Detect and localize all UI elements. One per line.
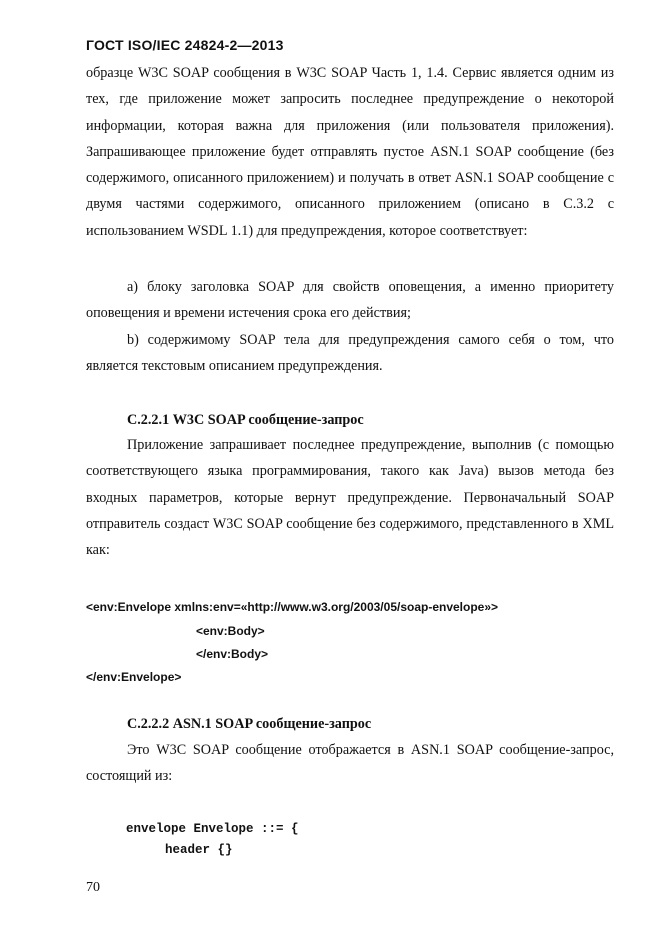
- section-heading-c222: С.2.2.2 ASN.1 SOAP сообщение-запрос: [127, 716, 372, 732]
- asn-code-line: envelope Envelope ::= {: [126, 822, 299, 836]
- paragraph-mapping: Это W3C SOAP сообщение отображается в ASN.1 SOAP сообщение-запрос, состоящий из:: [86, 742, 614, 785]
- xml-code-line: <env:Envelope xmlns:env=«http://www.w3.org/2003/05/soap-envelope»>: [86, 600, 499, 614]
- list-item-a: а) блоку заголовка SOAP для свойств оповещения, а именно приоритету оповещения и времени истечения срока его действия;: [86, 279, 614, 322]
- list-item-b: b) содержимому SOAP тела для предупреждения самого себя о том, что является текстовым описанием предупреждения.: [86, 332, 614, 375]
- document-header: ГОСТ ISO/IEC 24824-2—2013: [86, 37, 284, 53]
- xml-code-line: </env:Envelope>: [86, 670, 182, 684]
- paragraph-request: Приложение запрашивает последнее предупреждение, выполнив (с помощью соответствующего языка программирования, такого как Java) вызов метода без входных параметров, которые вернут предупреждение. Первоначальный SOAP отправитель создаст W3C SOAP сообщение без содержимого, представленного в XML как:: [86, 437, 614, 559]
- asn-code-line: header {}: [165, 843, 233, 857]
- section-heading-c221: С.2.2.1 W3C SOAP сообщение-запрос: [127, 412, 364, 428]
- paragraph-intro: образце W3C SOAP сообщения в W3C SOAP Часть 1, 1.4. Сервис является одним из тех, где приложение может запросить последнее предупреждение о некоторой информации, которая важна для приложения (или пользователя приложения). Запрашивающее приложение будет отправлять пустое ASN.1 SOAP сообщение (без содержимого, описанного приложением) и получать в ответ ASN.1 SOAP сообщение с двумя частями содержимого, описанного приложением (описано в С.3.2 с использованием WSDL 1.1) для предупреждения, которое соответствует:: [86, 65, 614, 239]
- xml-code-line: <env:Body>: [196, 624, 265, 638]
- xml-code-line: </env:Body>: [196, 647, 269, 661]
- page-number: 70: [86, 880, 100, 895]
